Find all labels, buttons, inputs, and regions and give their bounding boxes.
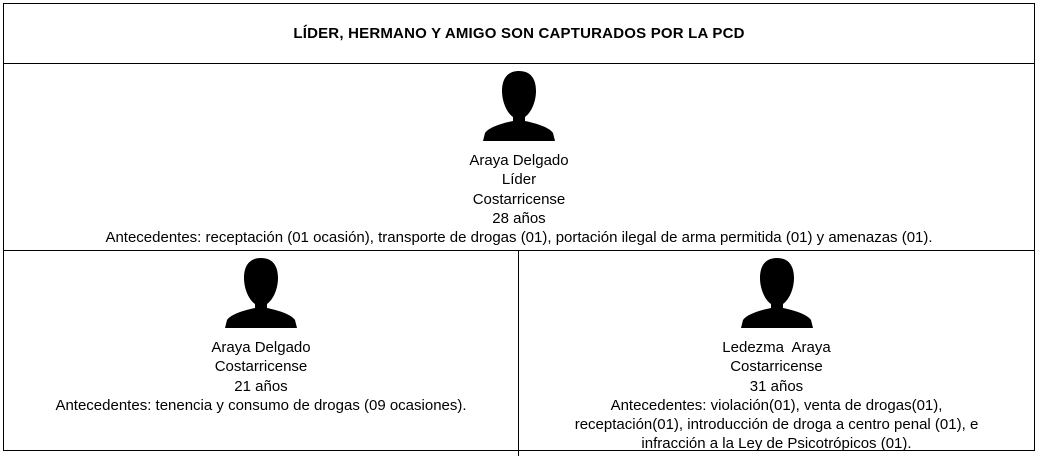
brother-cell bbox=[4, 251, 519, 456]
leader-nationality: Costarricense bbox=[472, 190, 566, 208]
friend-record-line-1: Antecedentes: violación(01), venta de drogas(01), bbox=[610, 396, 943, 414]
friend-record-line-3: infracción a la Ley de Psicotrópicos (01). bbox=[641, 435, 912, 453]
report-title: LÍDER, HERMANO Y AMIGO SON CAPTURADOS POR LA PCD bbox=[293, 25, 745, 42]
report-header bbox=[4, 4, 1034, 64]
leader-role: Líder bbox=[501, 171, 537, 189]
friend-name: Ledezma Araya bbox=[722, 339, 831, 356]
brother-age: 21 años bbox=[234, 377, 288, 395]
person-silhouette-icon bbox=[481, 69, 557, 141]
person-silhouette-icon bbox=[739, 256, 815, 328]
friend-cell bbox=[519, 251, 1034, 456]
person-silhouette-icon bbox=[223, 256, 299, 328]
friend-age: 31 años bbox=[749, 377, 804, 395]
brother-nationality: Costarricense bbox=[214, 358, 308, 376]
friend-record-line-2: receptación(01), introducción de droga a centro penal (01), e bbox=[574, 416, 979, 434]
associates-row bbox=[4, 251, 1034, 456]
friend-nationality: Costarricense bbox=[730, 358, 823, 376]
brother-record: Antecedentes: tenencia y consumo de drogas (09 ocasiones). bbox=[55, 396, 467, 414]
leader-cell bbox=[4, 69, 1034, 251]
leader-age: 28 años bbox=[492, 209, 546, 227]
leader-record: Antecedentes: receptación (01 ocasión), transporte de drogas (01), portación ilegal de arma permitida (01) y amenazas (01). bbox=[105, 229, 933, 247]
leader-name: Araya Delgado bbox=[469, 152, 569, 169]
brother-name: Araya Delgado bbox=[211, 339, 311, 356]
capture-report-table bbox=[3, 3, 1035, 451]
